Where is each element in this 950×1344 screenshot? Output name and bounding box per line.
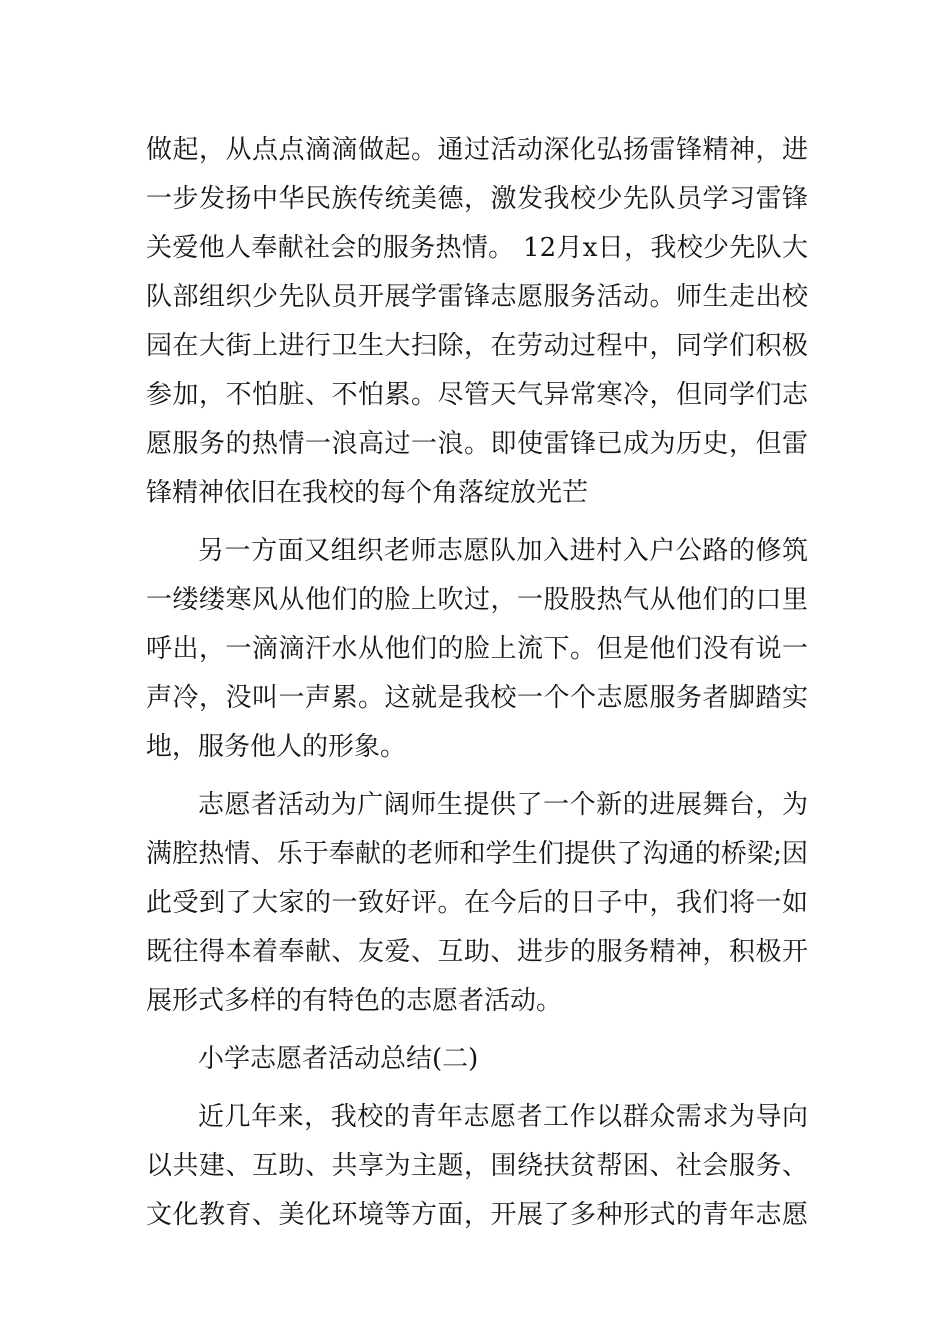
text-line: 以共建、互助、共享为主题，围绕扶贫帮困、社会服务、 bbox=[146, 1151, 808, 1181]
section-title: 小学志愿者活动总结(二) bbox=[198, 1044, 479, 1074]
paragraph-4 bbox=[146, 1093, 808, 1240]
text-line: 园在大街上进行卫生大扫除，在劳动过程中，同学们积极 bbox=[146, 331, 808, 361]
text-line: 满腔热情、乐于奉献的老师和学生们提供了沟通的桥梁;因 bbox=[146, 839, 808, 869]
text-line: 展形式多样的有特色的志愿者活动。 bbox=[146, 986, 563, 1016]
paragraph-2 bbox=[146, 527, 808, 772]
text-line: 近几年来，我校的青年志愿者工作以群众需求为导向 bbox=[198, 1102, 808, 1132]
text-line: 呼出，一滴滴汗水从他们的脸上流下。但是他们没有说一 bbox=[146, 634, 808, 664]
text-line: 地，服务他人的形象。 bbox=[146, 732, 407, 762]
text-line: 参加，不怕脏、不怕累。尽管天气异常寒冷，但同学们志 bbox=[146, 380, 808, 410]
paragraph-3 bbox=[146, 781, 808, 1026]
text-line: 志愿者活动为广阔师生提供了一个新的进展舞台，为 bbox=[198, 790, 808, 820]
text-line: 一步发扬中华民族传统美德，激发我校少先队员学习雷锋 bbox=[146, 184, 808, 214]
text-line: 此受到了大家的一致好评。在今后的日子中，我们将一如 bbox=[146, 888, 808, 918]
text-line: 一缕缕寒风从他们的脸上吹过，一股股热气从他们的口里 bbox=[146, 585, 808, 615]
paragraph-gap bbox=[146, 1026, 808, 1035]
text-line: 做起，从点点滴滴做起。通过活动深化弘扬雷锋精神，进 bbox=[146, 135, 808, 165]
paragraph-gap bbox=[146, 1084, 808, 1093]
text-line: 另一方面又组织老师志愿队加入进村入户公路的修筑 bbox=[198, 536, 808, 566]
text-line: 关爱他人奉献社会的服务热情。 12月x日，我校少先队大 bbox=[146, 233, 808, 263]
text-line: 文化教育、美化环境等方面，开展了多种形式的青年志愿 bbox=[146, 1200, 808, 1230]
text-line: 锋精神依旧在我校的每个角落绽放光芒 bbox=[146, 478, 589, 508]
section-heading bbox=[146, 1035, 808, 1084]
text-line: 既往得本着奉献、友爱、互助、进步的服务精神，积极开 bbox=[146, 937, 808, 967]
text-line: 队部组织少先队员开展学雷锋志愿服务活动。师生走出校 bbox=[146, 282, 808, 312]
document-body bbox=[146, 126, 808, 1240]
paragraph-1 bbox=[146, 126, 808, 518]
paragraph-gap bbox=[146, 518, 808, 527]
text-line: 愿服务的热情一浪高过一浪。即使雷锋已成为历史，但雷 bbox=[146, 429, 808, 459]
text-line: 声冷，没叫一声累。这就是我校一个个志愿服务者脚踏实 bbox=[146, 683, 808, 713]
paragraph-gap bbox=[146, 772, 808, 781]
